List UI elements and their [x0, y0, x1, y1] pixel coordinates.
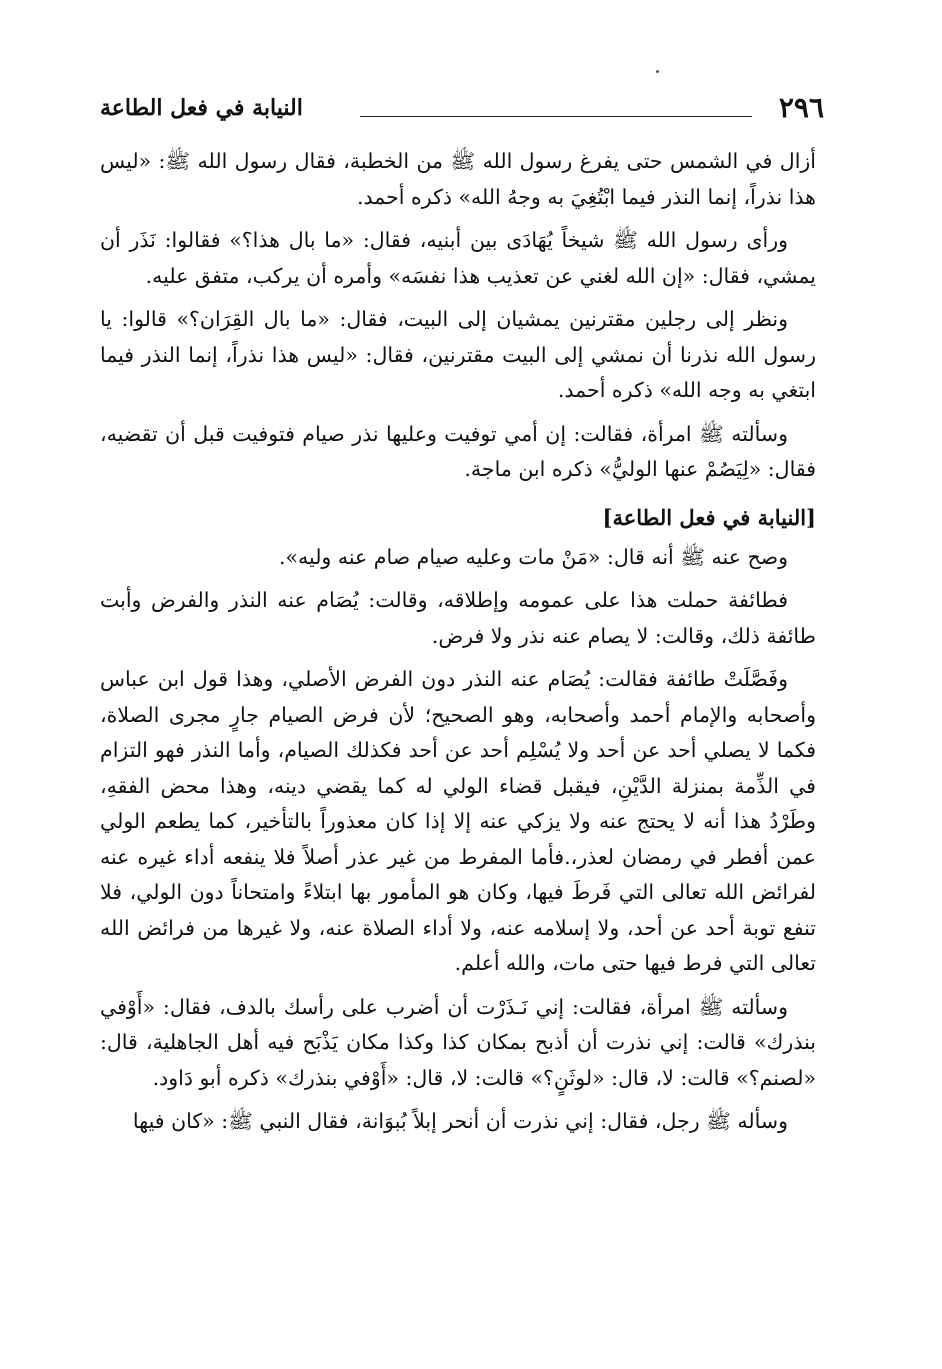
paragraph-4: وسألته ﷺ امرأة، فقالت: إن أمي توفيت وعليها نذر صيام فتوفيت قبل أن تقضيه، فقال: «لِيَصُمْ عنها الوليُّ» ذكره ابن ماجة.: [100, 421, 816, 481]
scan-speck: [656, 70, 659, 73]
page-body: [100, 144, 816, 1148]
paragraph-2: ورأى رسول الله ﷺ شيخاً يُهَادَى بين أبنيه، فقال: «ما بال هذا؟» فقالوا: نَذَر أن يمشي، فقال: «إن الله لغني عن تعذيب هذا نفسَه» وأمره أن يركب، متفق عليه.: [100, 228, 816, 288]
section-heading: [النيابة في فعل الطاعة]: [602, 504, 816, 530]
page-header: [100, 88, 824, 128]
paragraph-9: وسأله ﷺ رجل، فقال: إني نذرت أن أنحر إبلاً بُبوَانة، فقال النبي ﷺ: «كان فيها: [132, 1109, 788, 1133]
page-number: ٢٩٦: [778, 91, 824, 124]
running-title: النيابة في فعل الطاعة: [100, 95, 303, 121]
paragraph-8: وسألته ﷺ امرأة، فقالت: إني نَـذَرْت أن أضرب على رأسك بالدف، فقال: «أَوْفي بنذرك» قالت: إني نذرت أن أذبح بمكان كذا وكذا مكان يَذْبَح فيه أهل الجاهلية، قال: «لصنم؟» قالت: لا، قال: «لوثَنٍ؟» قالت: لا، قال: «أَوْفي بنذرك» ذكره أبو دَاود.: [100, 994, 816, 1090]
paragraph-1: أزال في الشمس حتى يفرغ رسول الله ﷺ من الخطبة، فقال رسول الله ﷺ: «ليس هذا نذراً، إنما النذر فيما ابْتُغِيَ به وجهُ الله» ذكره أحمد.: [100, 149, 816, 209]
paragraph-6: فطائفة حملت هذا على عمومه وإطلاقه، وقالت: يُصَام عنه النذر والفرض وأبت طائفة ذلك، وقالت: لا يصام عنه نذر ولا فرض.: [100, 588, 816, 648]
paragraph-7: وفَصَّلَتْ طائفة فقالت: يُصَام عنه النذر دون الفرض الأصلي، وهذا قول ابن عباس وأصحابه والإمام أحمد وأصحابه، وهو الصحيح؛ لأن فرض الصيام جارٍ مجرى الصلاة، فكما لا يصلي أحد عن أحد ولا يُسْلِم أحد عن أحد فكذلك الصيام، وأما النذر فهو التزام في الذِّمة بمنزلة الدَّيْنِ، فيقبل قضاء الولي له كما يقضي دينه، وهذا محض الفقهِ، وطَرْدُ هذا أنه لا يحتج عنه ولا يزكي عنه إلا إذا كان معذوراً بالتأخير، كما يطعم الولي عمن أفطر في رمضان لعذر،.فأما المفرط من غير عذر أصلاً فلا ينفعه أداء غيره عنه لفرائض الله تعالى التي فَرطَ فيها، وكان هو المأمور بها ابتلاءً وامتحاناً دون الولي، فلا تنفع توبة أحد عن أحد، ولا إسلامه عنه، ولا أداء الصلاة عنه، ولا غيرها من فرائض الله تعالى التي فرط فيها حتى مات، والله أعلم.: [100, 667, 816, 975]
header-rule: [360, 116, 752, 117]
paragraph-3: ونظر إلى رجلين مقترنين يمشيان إلى البيت، فقال: «ما بال القِرَان؟» قالوا: يا رسول الله نذرنا أن نمشي إلى البيت مقترنين، فقال: «ليس هذا نذراً، إنما النذر فيما ابتغي به وجه الله» ذكره أحمد.: [100, 307, 816, 402]
paragraph-5: وصح عنه ﷺ أنه قال: «مَنْ مات وعليه صيام صام عنه وليه».: [278, 544, 788, 569]
